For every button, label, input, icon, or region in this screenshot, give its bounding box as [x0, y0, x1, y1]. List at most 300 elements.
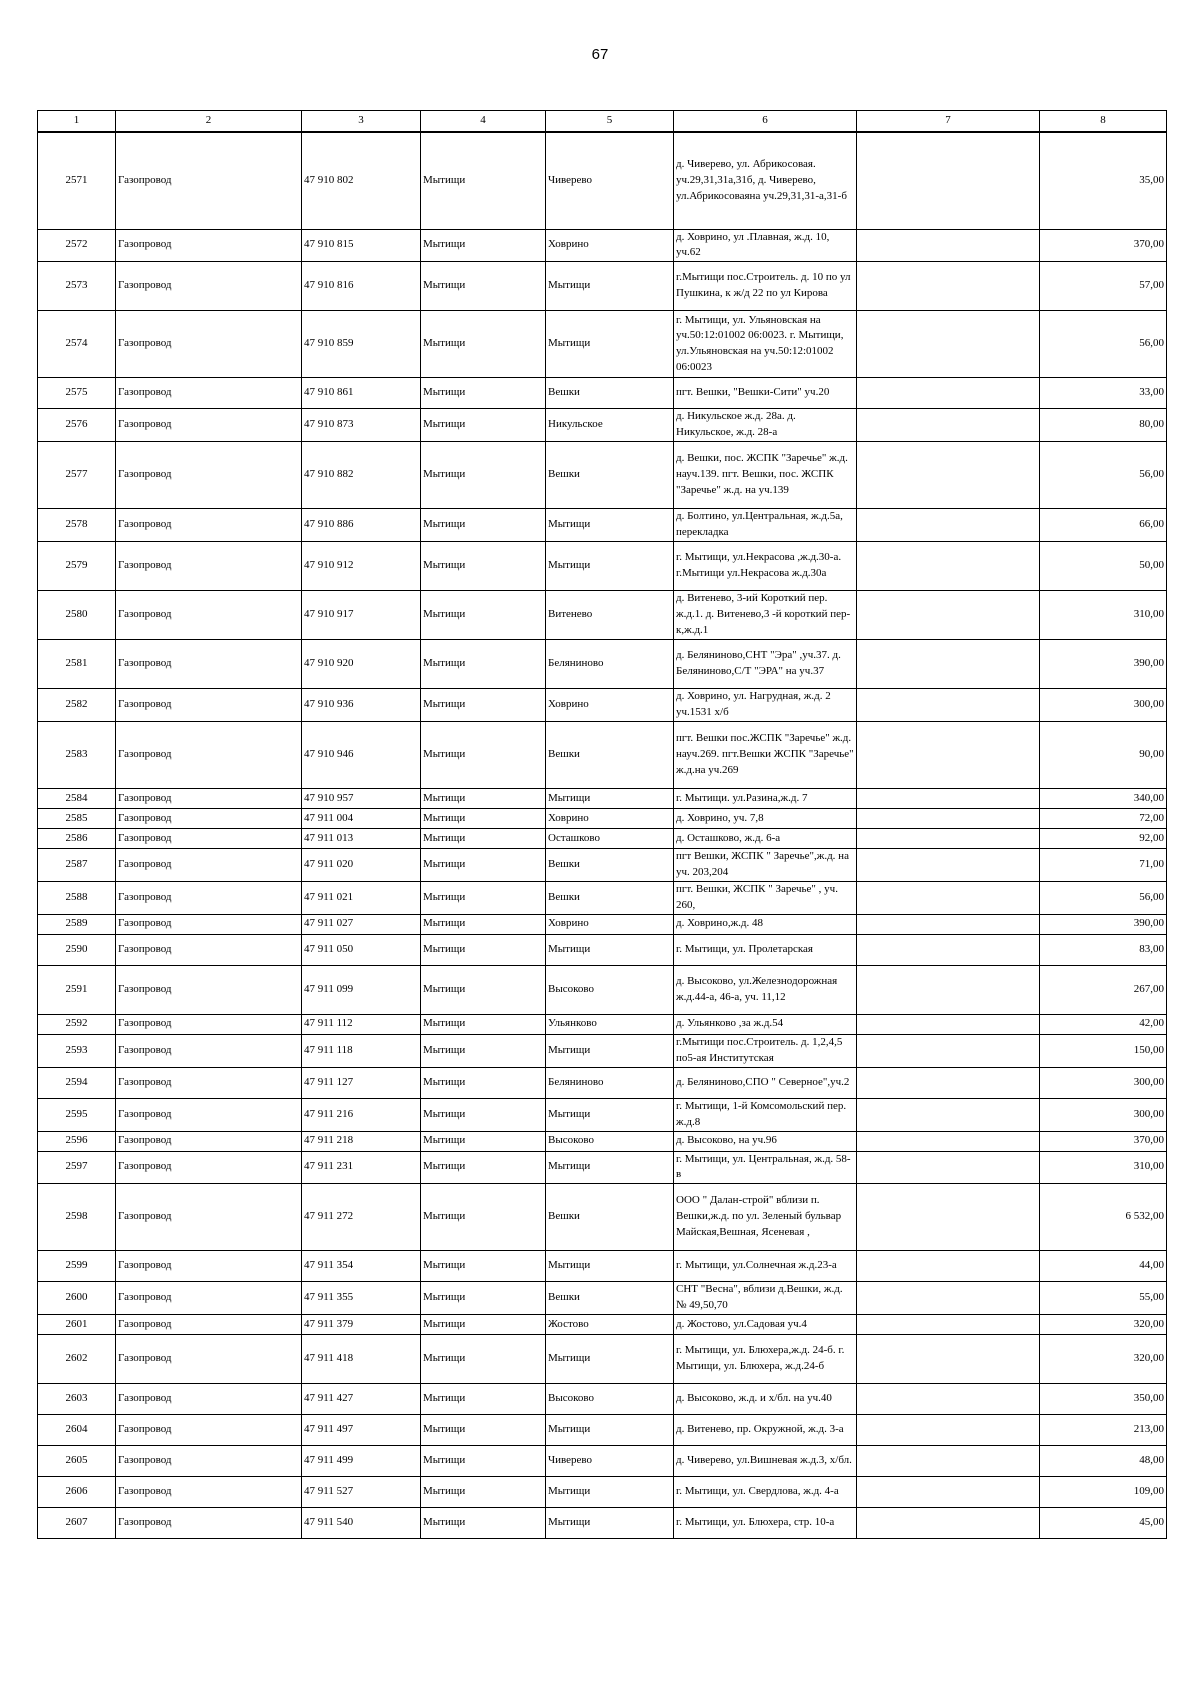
object-address: д. Осташково, ж.д. 6-а [674, 829, 857, 849]
object-address: д. Беляниново,СНТ "Эра" ,уч.37. д. Беляниново,С/Т "ЭРА" на уч.37 [674, 640, 857, 689]
okato-code: 47 911 112 [302, 1014, 421, 1034]
locality-name: Мытищи [546, 542, 674, 591]
empty-cell [857, 689, 1040, 722]
length-value: 44,00 [1040, 1251, 1167, 1282]
object-address: г. Мытищи, ул. Центральная, ж.д. 58-в [674, 1151, 857, 1184]
row-number: 2592 [38, 1014, 116, 1034]
district-name: Мытищи [421, 591, 546, 640]
empty-cell [857, 229, 1040, 262]
object-type: Газопровод [116, 965, 302, 1014]
empty-cell [857, 1446, 1040, 1477]
district-name: Мытищи [421, 1151, 546, 1184]
locality-name: Чиверево [546, 1446, 674, 1477]
object-address: г. Мытищи, 1-й Комсомольский пер. ж.д.8 [674, 1098, 857, 1131]
okato-code: 47 910 816 [302, 262, 421, 311]
object-type: Газопровод [116, 849, 302, 882]
object-address: д. Ховрино, уч. 7,8 [674, 809, 857, 829]
table-row [38, 1508, 1167, 1539]
okato-code: 47 910 957 [302, 789, 421, 809]
length-value: 320,00 [1040, 1315, 1167, 1335]
table-row [38, 881, 1167, 914]
length-value: 267,00 [1040, 965, 1167, 1014]
object-address: д. Ховрино,ж.д. 48 [674, 914, 857, 934]
district-name: Мытищи [421, 1282, 546, 1315]
object-type: Газопровод [116, 542, 302, 591]
locality-name: Ховрино [546, 914, 674, 934]
table-row [38, 1098, 1167, 1131]
row-number: 2584 [38, 789, 116, 809]
row-number: 2579 [38, 542, 116, 591]
object-address: д. Ульянково ,за ж.д.54 [674, 1014, 857, 1034]
empty-cell [857, 1415, 1040, 1446]
row-number: 2572 [38, 229, 116, 262]
table-row [38, 1067, 1167, 1098]
object-address: г. Мытищи, ул. Пролетарская [674, 934, 857, 965]
okato-code: 47 910 917 [302, 591, 421, 640]
empty-cell [857, 378, 1040, 409]
district-name: Мытищи [421, 881, 546, 914]
table-row [38, 1034, 1167, 1067]
object-type: Газопровод [116, 1384, 302, 1415]
okato-code: 47 910 920 [302, 640, 421, 689]
row-number: 2586 [38, 829, 116, 849]
table-row [38, 1251, 1167, 1282]
object-type: Газопровод [116, 1151, 302, 1184]
table-row [38, 442, 1167, 509]
object-type: Газопровод [116, 789, 302, 809]
district-name: Мытищи [421, 1131, 546, 1151]
table-row [38, 809, 1167, 829]
object-type: Газопровод [116, 1477, 302, 1508]
district-name: Мытищи [421, 442, 546, 509]
object-type: Газопровод [116, 1282, 302, 1315]
column-header: 2 [116, 111, 302, 133]
row-number: 2595 [38, 1098, 116, 1131]
object-address: пгт. Вешки, "Вешки-Сити" уч.20 [674, 378, 857, 409]
length-value: 390,00 [1040, 914, 1167, 934]
object-address: пгт. Вешки пос.ЖСПК "Заречье" ж.д. науч.269. пгт.Вешки ЖСПК "Заречье" ж.д.на уч.269 [674, 722, 857, 789]
registry-table [37, 110, 1167, 1539]
row-number: 2577 [38, 442, 116, 509]
district-name: Мытищи [421, 640, 546, 689]
object-type: Газопровод [116, 1415, 302, 1446]
table-row [38, 1282, 1167, 1315]
row-number: 2602 [38, 1335, 116, 1384]
table-row [38, 311, 1167, 378]
length-value: 33,00 [1040, 378, 1167, 409]
table-row [38, 1415, 1167, 1446]
row-number: 2596 [38, 1131, 116, 1151]
district-name: Мытищи [421, 1014, 546, 1034]
length-value: 66,00 [1040, 509, 1167, 542]
object-type: Газопровод [116, 442, 302, 509]
okato-code: 47 910 802 [302, 132, 421, 229]
object-type: Газопровод [116, 689, 302, 722]
table-row [38, 1384, 1167, 1415]
empty-cell [857, 1384, 1040, 1415]
empty-cell [857, 1067, 1040, 1098]
length-value: 213,00 [1040, 1415, 1167, 1446]
okato-code: 47 911 021 [302, 881, 421, 914]
empty-cell [857, 1014, 1040, 1034]
row-number: 2597 [38, 1151, 116, 1184]
length-value: 390,00 [1040, 640, 1167, 689]
object-type: Газопровод [116, 378, 302, 409]
object-type: Газопровод [116, 1251, 302, 1282]
locality-name: Мытищи [546, 934, 674, 965]
table-row [38, 262, 1167, 311]
table-row [38, 829, 1167, 849]
locality-name: Никульское [546, 409, 674, 442]
row-number: 2588 [38, 881, 116, 914]
empty-cell [857, 789, 1040, 809]
table-row [38, 1151, 1167, 1184]
locality-name: Вешки [546, 722, 674, 789]
okato-code: 47 910 815 [302, 229, 421, 262]
object-type: Газопровод [116, 881, 302, 914]
column-header: 8 [1040, 111, 1167, 133]
table-row [38, 409, 1167, 442]
okato-code: 47 911 379 [302, 1315, 421, 1335]
empty-cell [857, 1184, 1040, 1251]
object-address: д. Витенево, пр. Окружной, ж.д. 3-а [674, 1415, 857, 1446]
locality-name: Вешки [546, 1184, 674, 1251]
locality-name: Мытищи [546, 262, 674, 311]
row-number: 2574 [38, 311, 116, 378]
empty-cell [857, 1508, 1040, 1539]
object-address: г.Мытищи пос.Строитель. д. 10 по ул Пушкина, к ж/д 22 по ул Кирова [674, 262, 857, 311]
length-value: 150,00 [1040, 1034, 1167, 1067]
table-row [38, 1477, 1167, 1508]
locality-name: Витенево [546, 591, 674, 640]
district-name: Мытищи [421, 262, 546, 311]
okato-code: 47 911 540 [302, 1508, 421, 1539]
locality-name: Беляниново [546, 1067, 674, 1098]
empty-cell [857, 132, 1040, 229]
district-name: Мытищи [421, 1315, 546, 1335]
length-value: 55,00 [1040, 1282, 1167, 1315]
empty-cell [857, 965, 1040, 1014]
object-address: г. Мытищи. ул.Разина,ж.д. 7 [674, 789, 857, 809]
header-row [38, 111, 1167, 133]
okato-code: 47 910 936 [302, 689, 421, 722]
length-value: 42,00 [1040, 1014, 1167, 1034]
row-number: 2600 [38, 1282, 116, 1315]
locality-name: Ховрино [546, 229, 674, 262]
okato-code: 47 910 859 [302, 311, 421, 378]
table-body [38, 132, 1167, 1539]
length-value: 370,00 [1040, 1131, 1167, 1151]
object-address: г. Мытищи, ул. Ульяновская на уч.50:12:01002 06:0023. г. Мытищи, ул.Ульяновская на уч.50:12:01002 06:0023 [674, 311, 857, 378]
okato-code: 47 911 050 [302, 934, 421, 965]
empty-cell [857, 542, 1040, 591]
okato-code: 47 911 418 [302, 1335, 421, 1384]
length-value: 310,00 [1040, 591, 1167, 640]
table-row [38, 1446, 1167, 1477]
district-name: Мытищи [421, 509, 546, 542]
object-address: д. Ховрино, ул .Плавная, ж.д. 10, уч.62 [674, 229, 857, 262]
empty-cell [857, 262, 1040, 311]
table-row [38, 229, 1167, 262]
object-type: Газопровод [116, 914, 302, 934]
locality-name: Мытищи [546, 1415, 674, 1446]
length-value: 56,00 [1040, 311, 1167, 378]
object-address: д. Жостово, ул.Садовая уч.4 [674, 1315, 857, 1335]
length-value: 35,00 [1040, 132, 1167, 229]
table-row [38, 1335, 1167, 1384]
object-type: Газопровод [116, 409, 302, 442]
object-type: Газопровод [116, 1098, 302, 1131]
length-value: 92,00 [1040, 829, 1167, 849]
okato-code: 47 911 013 [302, 829, 421, 849]
empty-cell [857, 829, 1040, 849]
empty-cell [857, 1131, 1040, 1151]
locality-name: Высоково [546, 1384, 674, 1415]
empty-cell [857, 311, 1040, 378]
row-number: 2575 [38, 378, 116, 409]
district-name: Мытищи [421, 1446, 546, 1477]
row-number: 2601 [38, 1315, 116, 1335]
row-number: 2604 [38, 1415, 116, 1446]
locality-name: Жостово [546, 1315, 674, 1335]
district-name: Мытищи [421, 965, 546, 1014]
column-header: 5 [546, 111, 674, 133]
locality-name: Осташково [546, 829, 674, 849]
okato-code: 47 910 886 [302, 509, 421, 542]
empty-cell [857, 1098, 1040, 1131]
district-name: Мытищи [421, 1251, 546, 1282]
row-number: 2590 [38, 934, 116, 965]
okato-code: 47 910 861 [302, 378, 421, 409]
length-value: 300,00 [1040, 1098, 1167, 1131]
object-type: Газопровод [116, 934, 302, 965]
row-number: 2607 [38, 1508, 116, 1539]
object-type: Газопровод [116, 1131, 302, 1151]
table-header [38, 111, 1167, 133]
locality-name: Высоково [546, 965, 674, 1014]
district-name: Мытищи [421, 722, 546, 789]
empty-cell [857, 1251, 1040, 1282]
locality-name: Вешки [546, 442, 674, 509]
length-value: 6 532,00 [1040, 1184, 1167, 1251]
okato-code: 47 911 272 [302, 1184, 421, 1251]
object-type: Газопровод [116, 1014, 302, 1034]
okato-code: 47 911 020 [302, 849, 421, 882]
locality-name: Мытищи [546, 1098, 674, 1131]
row-number: 2606 [38, 1477, 116, 1508]
table-row [38, 934, 1167, 965]
district-name: Мытищи [421, 1415, 546, 1446]
district-name: Мытищи [421, 809, 546, 829]
empty-cell [857, 722, 1040, 789]
length-value: 350,00 [1040, 1384, 1167, 1415]
table-row [38, 1184, 1167, 1251]
object-address: СНТ "Весна", вблизи д.Вешки, ж.д. № 49,50,70 [674, 1282, 857, 1315]
okato-code: 47 911 354 [302, 1251, 421, 1282]
district-name: Мытищи [421, 311, 546, 378]
length-value: 45,00 [1040, 1508, 1167, 1539]
object-address: д. Чиверево, ул. Абрикосовая. уч.29,31,31а,31б, д. Чиверево, ул.Абрикосоваяна уч.29,31,31-а,31-б [674, 132, 857, 229]
okato-code: 47 911 355 [302, 1282, 421, 1315]
locality-name: Мытищи [546, 509, 674, 542]
length-value: 80,00 [1040, 409, 1167, 442]
column-header: 4 [421, 111, 546, 133]
row-number: 2582 [38, 689, 116, 722]
row-number: 2591 [38, 965, 116, 1014]
table-row [38, 509, 1167, 542]
object-address: д. Никульское ж.д. 28а. д. Никульское, ж.д. 28-а [674, 409, 857, 442]
object-type: Газопровод [116, 509, 302, 542]
object-address: д. Чиверево, ул.Вишневая ж.д.3, х/бл. [674, 1446, 857, 1477]
object-address: д. Беляниново,СПО " Северное",уч.2 [674, 1067, 857, 1098]
table-row [38, 689, 1167, 722]
okato-code: 47 910 873 [302, 409, 421, 442]
length-value: 320,00 [1040, 1335, 1167, 1384]
row-number: 2583 [38, 722, 116, 789]
length-value: 57,00 [1040, 262, 1167, 311]
length-value: 109,00 [1040, 1477, 1167, 1508]
locality-name: Беляниново [546, 640, 674, 689]
table-row [38, 849, 1167, 882]
empty-cell [857, 1477, 1040, 1508]
row-number: 2593 [38, 1034, 116, 1067]
okato-code: 47 911 127 [302, 1067, 421, 1098]
row-number: 2571 [38, 132, 116, 229]
empty-cell [857, 591, 1040, 640]
district-name: Мытищи [421, 914, 546, 934]
length-value: 48,00 [1040, 1446, 1167, 1477]
empty-cell [857, 849, 1040, 882]
object-type: Газопровод [116, 829, 302, 849]
empty-cell [857, 442, 1040, 509]
table-row [38, 965, 1167, 1014]
object-type: Газопровод [116, 640, 302, 689]
table-row [38, 1014, 1167, 1034]
empty-cell [857, 1335, 1040, 1384]
empty-cell [857, 809, 1040, 829]
column-header: 6 [674, 111, 857, 133]
locality-name: Вешки [546, 1282, 674, 1315]
okato-code: 47 910 946 [302, 722, 421, 789]
table-row [38, 591, 1167, 640]
object-address: д. Высоково, на уч.96 [674, 1131, 857, 1151]
district-name: Мытищи [421, 132, 546, 229]
object-address: д. Высоково, ул.Железнодорожная ж.д.44-а, 46-а, уч. 11,12 [674, 965, 857, 1014]
empty-cell [857, 509, 1040, 542]
column-header: 7 [857, 111, 1040, 133]
empty-cell [857, 934, 1040, 965]
locality-name: Ховрино [546, 689, 674, 722]
okato-code: 47 910 912 [302, 542, 421, 591]
length-value: 310,00 [1040, 1151, 1167, 1184]
district-name: Мытищи [421, 1184, 546, 1251]
object-type: Газопровод [116, 722, 302, 789]
empty-cell [857, 1282, 1040, 1315]
row-number: 2580 [38, 591, 116, 640]
length-value: 56,00 [1040, 881, 1167, 914]
locality-name: Ульянково [546, 1014, 674, 1034]
locality-name: Вешки [546, 378, 674, 409]
object-address: г.Мытищи пос.Строитель. д. 1,2,4,5 по5-ая Институтская [674, 1034, 857, 1067]
object-type: Газопровод [116, 1446, 302, 1477]
object-address: г. Мытищи, ул.Солнечная ж.д.23-а [674, 1251, 857, 1282]
okato-code: 47 911 499 [302, 1446, 421, 1477]
object-type: Газопровод [116, 591, 302, 640]
row-number: 2589 [38, 914, 116, 934]
row-number: 2576 [38, 409, 116, 442]
table-row [38, 789, 1167, 809]
length-value: 83,00 [1040, 934, 1167, 965]
district-name: Мытищи [421, 1477, 546, 1508]
district-name: Мытищи [421, 1335, 546, 1384]
row-number: 2581 [38, 640, 116, 689]
object-address: д. Витенево, 3-ий Короткий пер. ж.д.1. д. Витенево,3 -й короткий пер-к,ж.д.1 [674, 591, 857, 640]
district-name: Мытищи [421, 1098, 546, 1131]
table-row [38, 132, 1167, 229]
table-row [38, 722, 1167, 789]
object-type: Газопровод [116, 1335, 302, 1384]
table-row [38, 1131, 1167, 1151]
length-value: 71,00 [1040, 849, 1167, 882]
district-name: Мытищи [421, 542, 546, 591]
object-type: Газопровод [116, 262, 302, 311]
object-type: Газопровод [116, 1184, 302, 1251]
row-number: 2594 [38, 1067, 116, 1098]
table-row [38, 1315, 1167, 1335]
object-type: Газопровод [116, 1315, 302, 1335]
locality-name: Ховрино [546, 809, 674, 829]
page-number: 67 [591, 46, 609, 63]
empty-cell [857, 1315, 1040, 1335]
empty-cell [857, 640, 1040, 689]
locality-name: Мытищи [546, 789, 674, 809]
row-number: 2573 [38, 262, 116, 311]
district-name: Мытищи [421, 689, 546, 722]
row-number: 2598 [38, 1184, 116, 1251]
okato-code: 47 911 099 [302, 965, 421, 1014]
locality-name: Вешки [546, 881, 674, 914]
object-address: д. Болтино, ул.Центральная, ж.д.5а, перекладка [674, 509, 857, 542]
district-name: Мытищи [421, 1508, 546, 1539]
table-row [38, 378, 1167, 409]
object-type: Газопровод [116, 1508, 302, 1539]
object-type: Газопровод [116, 1034, 302, 1067]
district-name: Мытищи [421, 378, 546, 409]
okato-code: 47 911 004 [302, 809, 421, 829]
district-name: Мытищи [421, 1067, 546, 1098]
empty-cell [857, 1034, 1040, 1067]
district-name: Мытищи [421, 1384, 546, 1415]
object-address: г. Мытищи, ул.Некрасова ,ж.д.30-а. г.Мытищи ул.Некрасова ж.д.30а [674, 542, 857, 591]
object-type: Газопровод [116, 1067, 302, 1098]
okato-code: 47 911 218 [302, 1131, 421, 1151]
locality-name: Чиверево [546, 132, 674, 229]
district-name: Мытищи [421, 229, 546, 262]
object-type: Газопровод [116, 809, 302, 829]
locality-name: Мытищи [546, 1034, 674, 1067]
district-name: Мытищи [421, 934, 546, 965]
length-value: 300,00 [1040, 1067, 1167, 1098]
table-row [38, 914, 1167, 934]
object-address: д. Вешки, пос. ЖСПК "Заречье" ж.д. науч.139. пгт. Вешки, пос. ЖСПК "Заречье" ж.д. на уч.139 [674, 442, 857, 509]
empty-cell [857, 881, 1040, 914]
object-address: пгт Вешки, ЖСПК " Заречье",ж.д. на уч. 203,204 [674, 849, 857, 882]
row-number: 2603 [38, 1384, 116, 1415]
object-address: ООО " Далан-строй" вблизи п. Вешки,ж.д. по ул. Зеленый бульвар Майская,Вешная, Ясеневая , [674, 1184, 857, 1251]
length-value: 370,00 [1040, 229, 1167, 262]
object-address: г. Мытищи, ул. Свердлова, ж.д. 4-а [674, 1477, 857, 1508]
okato-code: 47 911 497 [302, 1415, 421, 1446]
